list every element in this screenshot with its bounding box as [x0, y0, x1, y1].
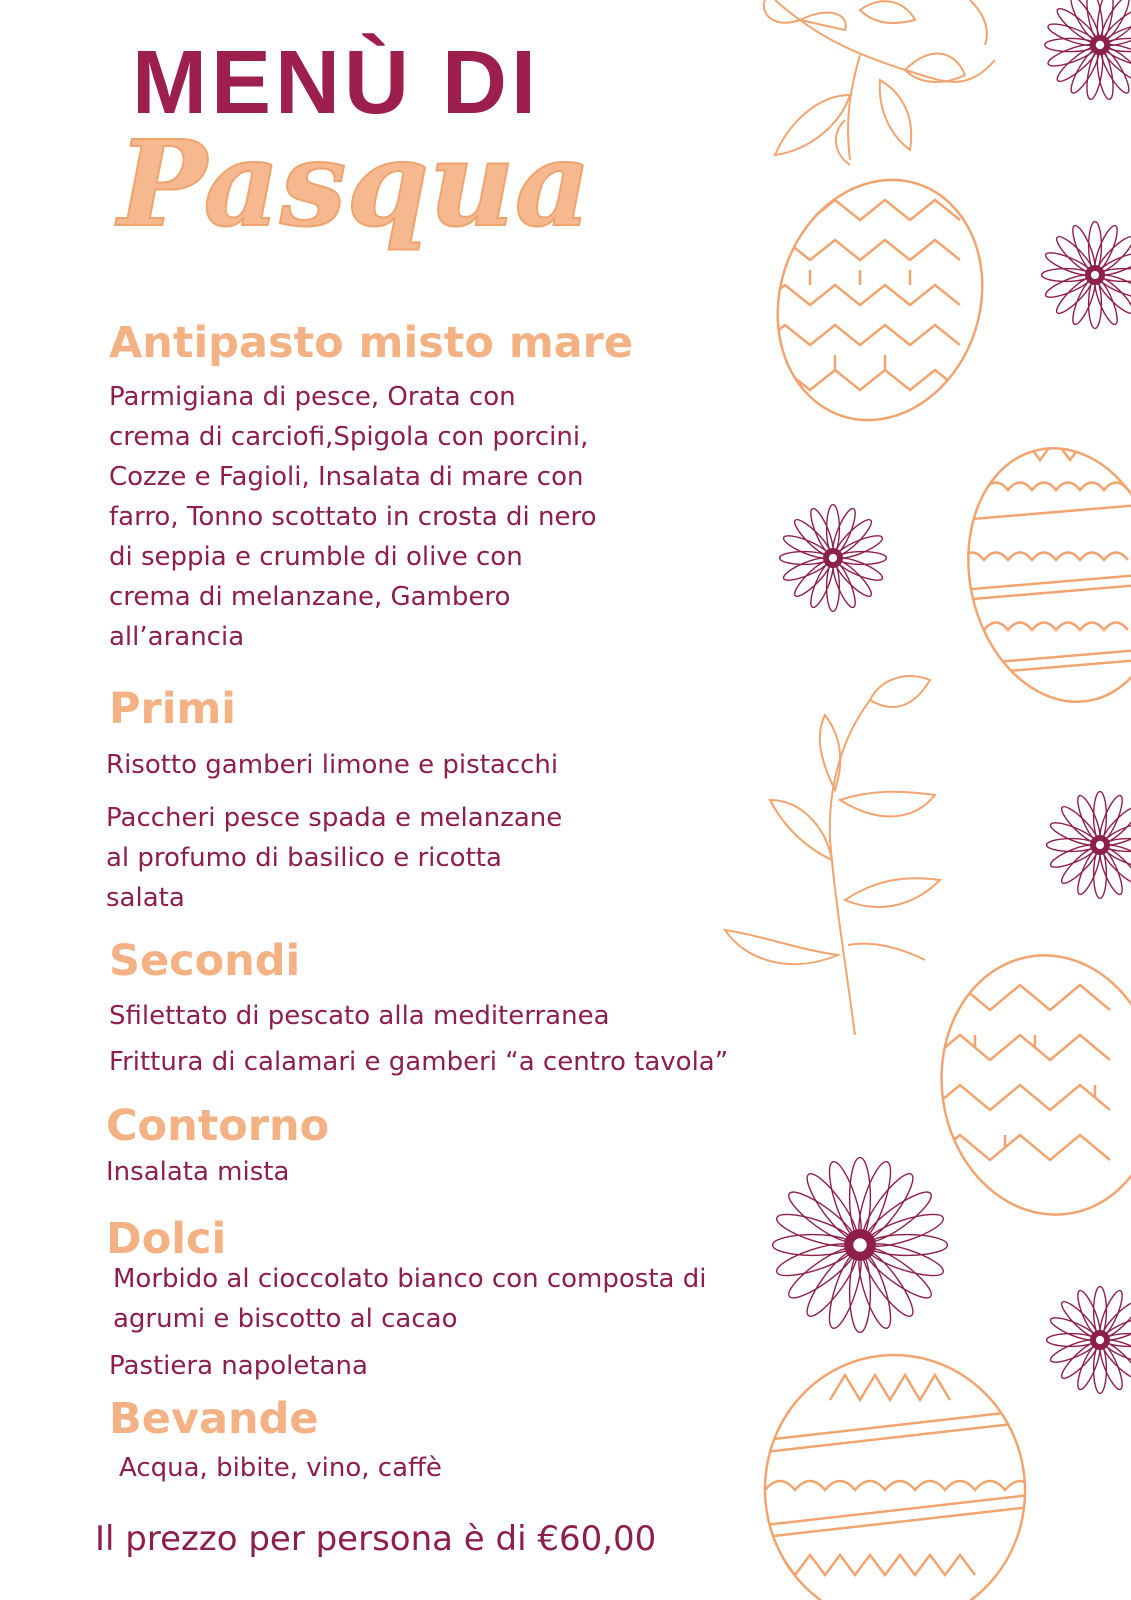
menu-item-pastiera: Pastiera napoletana — [109, 1351, 368, 1381]
menu-line: al profumo di basilico e ricotta — [106, 843, 502, 873]
daisy-flower-icon — [780, 505, 887, 612]
daisy-flower-icon — [773, 1158, 948, 1333]
menu-line: Parmigiana di pesce, Orata con — [109, 382, 516, 412]
branch-icon — [764, 0, 995, 165]
menu-item-paccheri — [106, 798, 562, 918]
section-heading-bevande: Bevande — [109, 1394, 319, 1444]
menu-line: Cozze e Fagioli, Insalata di mare con — [109, 462, 584, 492]
menu-item-insalata: Insalata mista — [106, 1157, 290, 1187]
menu-item-bevande: Acqua, bibite, vino, caffè — [119, 1453, 442, 1483]
title-line-2: Pasqua — [118, 114, 592, 253]
section-heading-dolci: Dolci — [106, 1214, 227, 1264]
menu-line: agrumi e biscotto al cacao — [113, 1304, 458, 1334]
menu-item-morbido — [113, 1259, 706, 1339]
section-heading-antipasto: Antipasto misto mare — [109, 318, 634, 368]
menu-line: salata — [106, 883, 185, 913]
daisy-flower-icon — [1042, 222, 1131, 329]
easter-egg-icon — [945, 430, 1131, 720]
menu-line: di seppia e crumble di olive con — [109, 542, 523, 572]
menu-line: Morbido al cioccolato bianco con composta di — [113, 1264, 707, 1294]
daisy-flower-icon — [1047, 792, 1131, 899]
menu-line: crema di carciofi,Spigola con porcini, — [109, 422, 589, 452]
section-heading-contorno: Contorno — [106, 1101, 330, 1151]
price-per-person: Il prezzo per persona è di €60,00 — [95, 1519, 657, 1559]
menu-item-antipasto — [109, 377, 597, 657]
easter-egg-icon — [747, 153, 1013, 447]
menu-line: all’arancia — [109, 622, 245, 652]
section-heading-primi: Primi — [109, 684, 237, 734]
menu-line: Paccheri pesce spada e melanzane — [106, 803, 563, 833]
menu-line: crema di melanzane, Gambero — [109, 582, 511, 612]
menu-line: farro, Tonno scottato in crosta di nero — [109, 502, 597, 532]
section-heading-secondi: Secondi — [109, 936, 301, 986]
menu-item-risotto: Risotto gamberi limone e pistacchi — [106, 750, 559, 780]
title-line-1: MENÙ DI — [132, 33, 540, 133]
flowers — [773, 0, 1131, 1393]
daisy-flower-icon — [1047, 1287, 1131, 1394]
branch-icon — [725, 676, 940, 1035]
daisy-flower-icon — [1045, 0, 1131, 100]
menu-item-sfilettato: Sfilettato di pescato alla mediterranea — [109, 1001, 610, 1031]
easter-egg-icon — [925, 941, 1131, 1229]
easter-egg-icon — [754, 1344, 1037, 1600]
menu-item-frittura: Frittura di calamari e gamberi “a centro tavola” — [109, 1047, 729, 1077]
